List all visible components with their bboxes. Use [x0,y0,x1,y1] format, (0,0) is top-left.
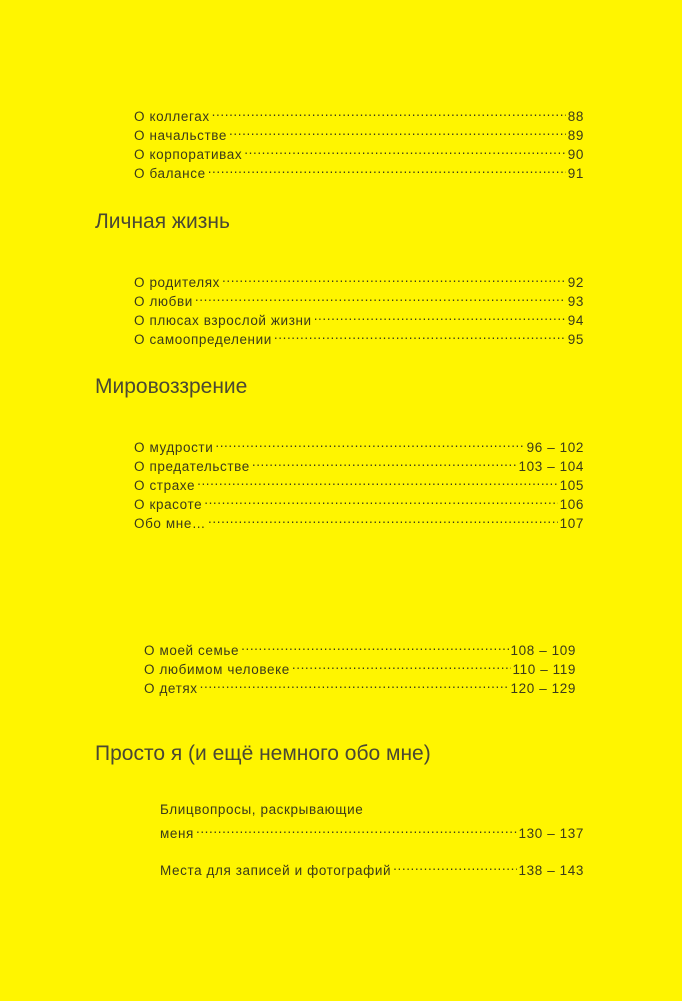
toc-entry-page: 93 [567,294,584,309]
toc-list-just-me [160,800,584,878]
toc-entry [160,856,584,878]
toc-entry-label: О самоопределении [134,332,272,347]
dot-leader [200,674,509,693]
dot-leader [292,655,511,674]
toc-entry [134,287,584,309]
toc-entry-page: 103 – 104 [518,459,584,474]
toc-entry [134,490,584,512]
dot-leader [229,121,566,140]
dot-leader [274,325,566,344]
toc-entry-label: О корпоративах [134,147,243,162]
toc-entry-page: 91 [567,166,584,181]
toc-entry-page: 89 [567,128,584,143]
toc-entry-page: 94 [567,313,584,328]
toc-entry [134,471,584,493]
dot-leader [314,306,566,325]
toc-entry-label: О начальстве [134,128,228,143]
toc-entry-label: О родителях [134,275,221,290]
toc-entry-page: 138 – 143 [518,863,584,878]
toc-entry-label: О моей семье [144,643,240,658]
toc-entry-page: 120 – 129 [510,681,576,696]
toc-entry-page: 96 – 102 [526,440,584,455]
toc-entry-page: 108 – 109 [510,643,576,658]
toc-entry-label: О красоте [134,497,203,512]
toc-entry-page: 92 [567,275,584,290]
toc-entry-page: 106 [559,497,584,512]
section-heading-personal: Личная жизнь [95,210,230,233]
dot-leader [196,819,517,838]
toc-entry-label: Обо мне… [134,516,207,531]
toc-list-work [134,102,584,181]
dot-leader [208,159,566,178]
toc-entry-label: О коллегах [134,109,210,124]
toc-list-personal [134,268,584,347]
toc-entry [134,268,584,290]
dot-leader [195,287,566,306]
toc-entry [134,306,584,328]
toc-entry-page: 130 – 137 [518,826,584,841]
toc-entry-multiline [160,800,584,841]
dot-leader [197,471,558,490]
dot-leader [222,268,566,287]
toc-entry-label: О любимом человеке [144,662,290,677]
toc-entry [144,674,576,696]
section-heading-worldview: Мировоззрение [95,375,248,398]
section-heading-just-me: Просто я (и ещё немного обо мне) [95,742,431,765]
toc-entry-label: Места для записей и фотографий [160,863,392,878]
dot-leader [252,452,517,471]
dot-leader [241,636,508,655]
toc-entry-page: 88 [567,109,584,124]
toc-entry [134,102,584,124]
toc-entry-label: О страхе [134,478,196,493]
toc-entry-label: О предательстве [134,459,250,474]
toc-entry-label: О плюсах взрослой жизни [134,313,312,328]
toc-entry-label: О любви [134,294,193,309]
toc-entry-page: 90 [567,147,584,162]
toc-entry-label: О мудрости [134,440,214,455]
dot-leader [393,856,516,875]
dot-leader [215,433,524,452]
toc-list-worldview [134,433,584,531]
toc-list-family [144,636,576,696]
toc-entry-page: 110 – 119 [512,662,576,677]
dot-leader [208,509,558,528]
dot-leader [204,490,557,509]
toc-entry [134,433,584,455]
toc-entry-label-line2: меня [160,826,194,841]
dot-leader [212,102,566,121]
toc-entry [144,636,576,658]
toc-entry-page: 107 [559,516,584,531]
toc-entry-label: О детях [144,681,198,696]
toc-entry-page: 105 [559,478,584,493]
toc-entry-label: О балансе [134,166,206,181]
toc-entry-label-line1: Блицвопросы, раскрывающие [160,802,364,817]
dot-leader [244,140,566,159]
toc-entry [160,819,584,841]
toc-entry-page: 95 [567,332,584,347]
